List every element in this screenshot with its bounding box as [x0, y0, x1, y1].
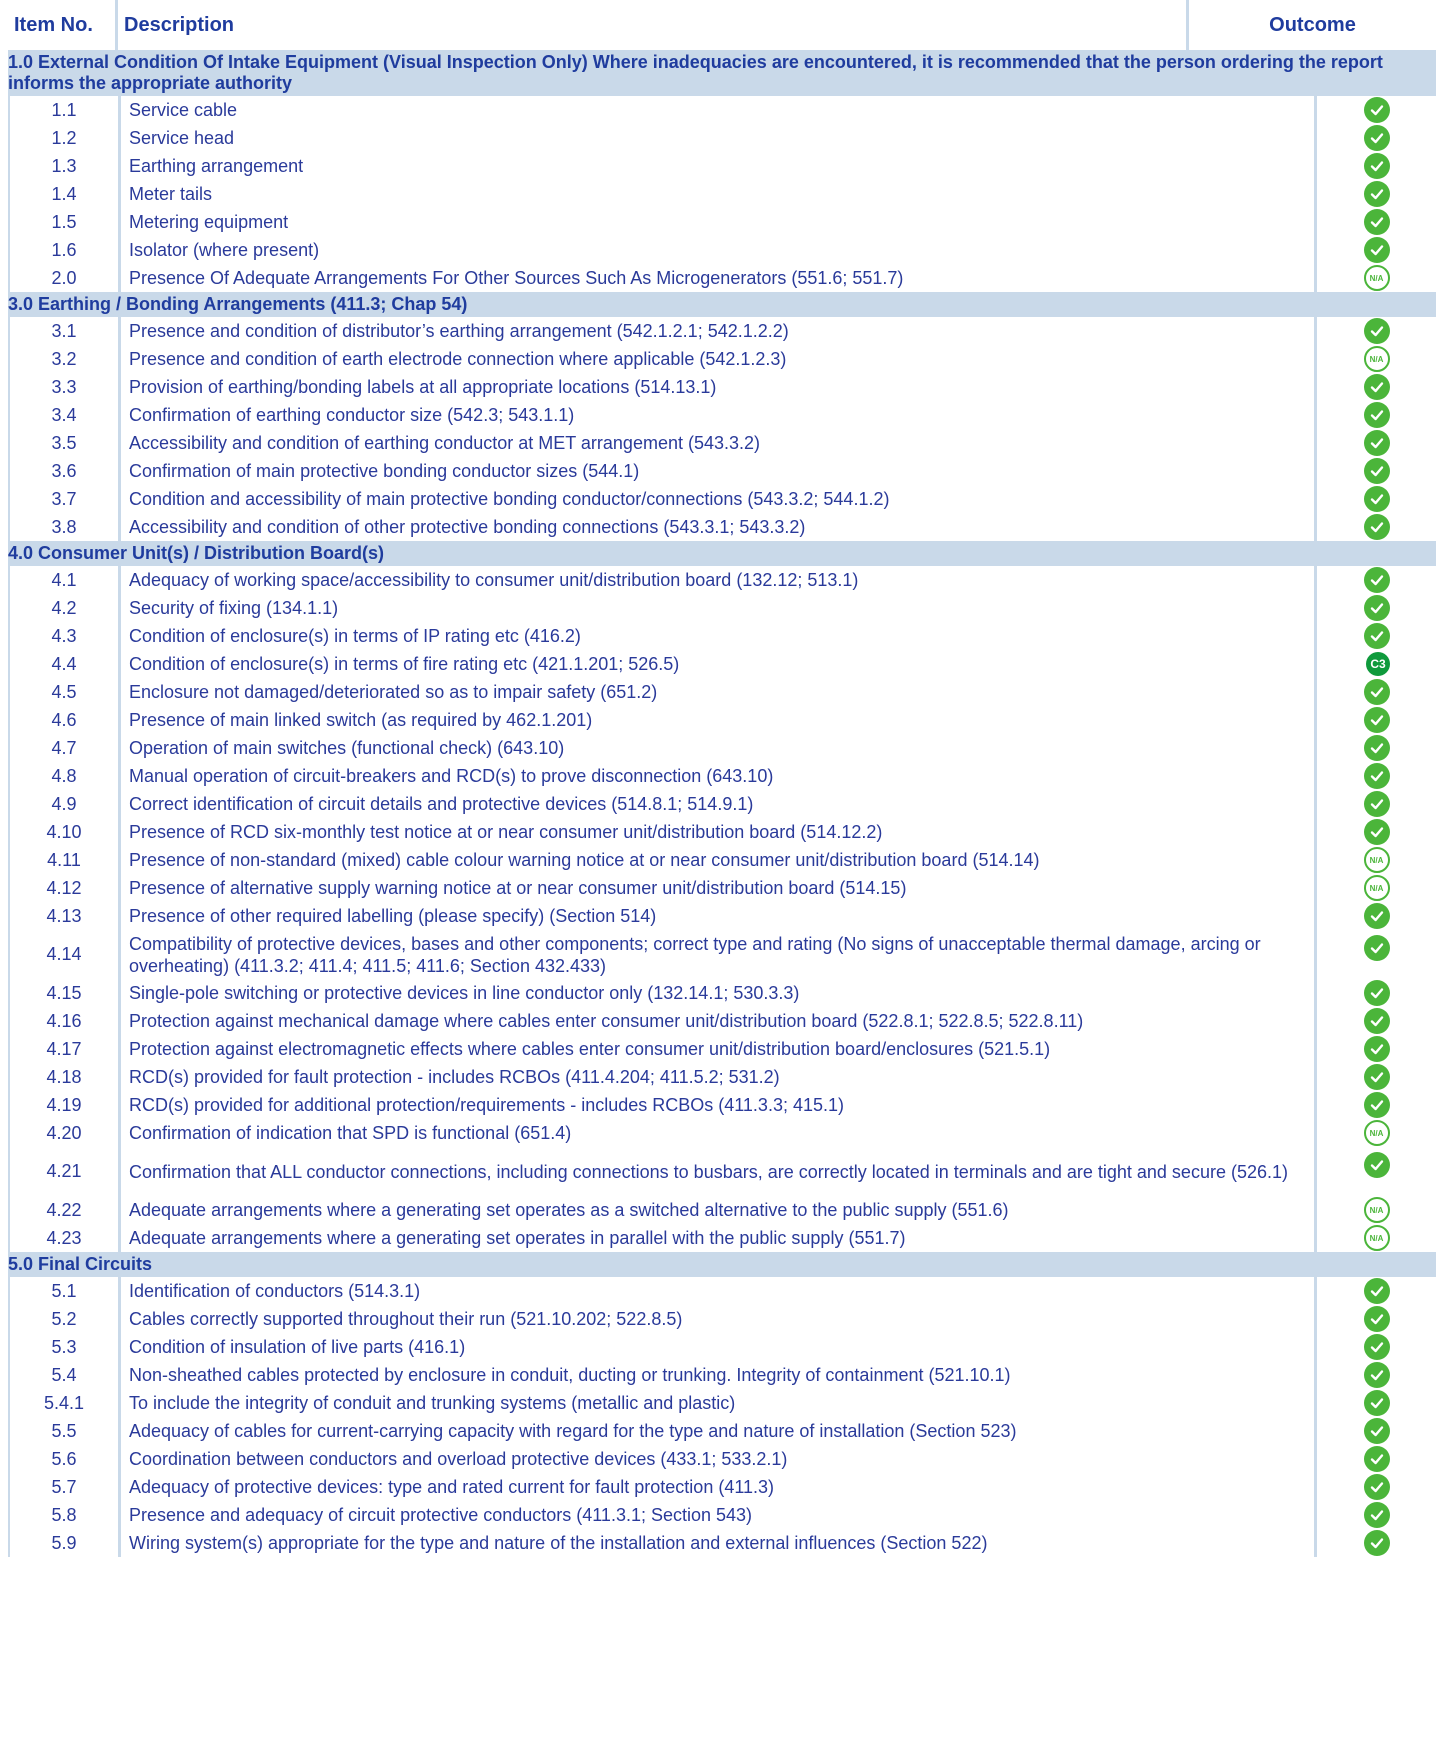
table-row	[8, 706, 1436, 734]
item-outcome	[1317, 1473, 1436, 1501]
check-icon	[1364, 623, 1390, 649]
table-row	[8, 457, 1436, 485]
item-description: Wiring system(s) appropriate for the type and nature of the installation and external influences (Section 522)	[121, 1529, 1314, 1557]
check-icon	[1364, 1092, 1390, 1118]
item-outcome	[1317, 236, 1436, 264]
check-icon	[1364, 1474, 1390, 1500]
item-description: Confirmation of earthing conductor size (542.3; 543.1.1)	[121, 401, 1314, 429]
item-outcome	[1317, 874, 1436, 902]
item-number: 4.10	[10, 818, 118, 846]
check-icon	[1364, 1502, 1390, 1528]
table-row	[8, 1333, 1436, 1361]
item-description: Earthing arrangement	[121, 152, 1314, 180]
table-row	[8, 1007, 1436, 1035]
item-outcome	[1317, 457, 1436, 485]
item-number: 1.1	[10, 96, 118, 124]
check-icon	[1364, 1008, 1390, 1034]
item-description: Metering equipment	[121, 208, 1314, 236]
item-description: Coordination between conductors and overload protective devices (433.1; 533.2.1)	[121, 1445, 1314, 1473]
item-description: Adequate arrangements where a generating set operates in parallel with the public supply (551.7)	[121, 1224, 1314, 1252]
item-number: 5.9	[10, 1529, 118, 1557]
table-row	[8, 1361, 1436, 1389]
item-description: Confirmation of indication that SPD is functional (651.4)	[121, 1119, 1314, 1147]
check-icon	[1364, 97, 1390, 123]
table-row	[8, 96, 1436, 124]
item-number: 1.3	[10, 152, 118, 180]
item-number: 4.16	[10, 1007, 118, 1035]
item-description: Compatibility of protective devices, bases and other components; correct type and rating (No signs of unacceptable thermal damage, arcing or overheating) (411.3.2; 411.4; 411.5; 411.6; Section 432.433)	[121, 930, 1314, 979]
item-outcome	[1317, 650, 1436, 678]
item-number: 4.1	[10, 566, 118, 594]
table-row	[8, 208, 1436, 236]
item-number: 1.5	[10, 208, 118, 236]
item-description: Adequate arrangements where a generating set operates as a switched alternative to the public supply (551.6)	[121, 1196, 1314, 1224]
item-description: Identification of conductors (514.3.1)	[121, 1277, 1314, 1305]
item-number: 5.6	[10, 1445, 118, 1473]
check-icon	[1364, 1306, 1390, 1332]
item-number: 4.14	[10, 930, 118, 979]
item-description: Manual operation of circuit-breakers and RCD(s) to prove disconnection (643.10)	[121, 762, 1314, 790]
table-row	[8, 1196, 1436, 1224]
section-title: 4.0 Consumer Unit(s) / Distribution Board(s)	[8, 543, 385, 563]
item-outcome	[1317, 762, 1436, 790]
item-number: 5.4	[10, 1361, 118, 1389]
item-description: RCD(s) provided for fault protection - includes RCBOs (411.4.204; 411.5.2; 531.2)	[121, 1063, 1314, 1091]
table-row	[8, 818, 1436, 846]
table-row	[8, 401, 1436, 429]
not-applicable-icon: N/A	[1364, 875, 1390, 901]
item-outcome	[1317, 790, 1436, 818]
item-outcome	[1317, 264, 1436, 292]
item-description: Presence of non-standard (mixed) cable colour warning notice at or near consumer unit/distribution board (514.14)	[121, 846, 1314, 874]
item-number: 4.17	[10, 1035, 118, 1063]
item-description: Confirmation that ALL conductor connections, including connections to busbars, are correctly located in terminals and are tight and secure (526.1)	[121, 1147, 1314, 1196]
item-description: Presence Of Adequate Arrangements For Other Sources Such As Microgenerators (551.6; 551.7)	[121, 264, 1314, 292]
item-description: Provision of earthing/bonding labels at all appropriate locations (514.13.1)	[121, 373, 1314, 401]
item-number: 5.1	[10, 1277, 118, 1305]
item-description: Condition of insulation of live parts (416.1)	[121, 1333, 1314, 1361]
item-description: Accessibility and condition of earthing conductor at MET arrangement (543.3.2)	[121, 429, 1314, 457]
item-outcome	[1317, 180, 1436, 208]
item-outcome	[1317, 345, 1436, 373]
item-description: Confirmation of main protective bonding conductor sizes (544.1)	[121, 457, 1314, 485]
item-outcome	[1317, 1063, 1436, 1091]
table-row	[8, 846, 1436, 874]
section-title: 5.0 Final Circuits	[8, 1254, 153, 1274]
table-row	[8, 124, 1436, 152]
item-outcome	[1317, 208, 1436, 236]
item-description: Adequacy of cables for current-carrying capacity with regard for the type and nature of installation (Section 523)	[121, 1417, 1314, 1445]
item-description: Presence of alternative supply warning notice at or near consumer unit/distribution board (514.15)	[121, 874, 1314, 902]
item-outcome	[1317, 902, 1436, 930]
item-number: 4.3	[10, 622, 118, 650]
item-description: Security of fixing (134.1.1)	[121, 594, 1314, 622]
item-number: 4.6	[10, 706, 118, 734]
table-row	[8, 1417, 1436, 1445]
item-number: 3.2	[10, 345, 118, 373]
table-row	[8, 152, 1436, 180]
item-outcome	[1317, 1277, 1436, 1305]
item-description: Operation of main switches (functional check) (643.10)	[121, 734, 1314, 762]
item-description: Meter tails	[121, 180, 1314, 208]
not-applicable-icon: N/A	[1364, 847, 1390, 873]
section-header	[8, 292, 1436, 317]
check-icon	[1364, 125, 1390, 151]
item-description: Presence of main linked switch (as required by 462.1.201)	[121, 706, 1314, 734]
table-row	[8, 1091, 1436, 1119]
item-description: Single-pole switching or protective devices in line conductor only (132.14.1; 530.3.3)	[121, 979, 1314, 1007]
item-number: 4.18	[10, 1063, 118, 1091]
item-outcome	[1317, 1035, 1436, 1063]
item-description: Isolator (where present)	[121, 236, 1314, 264]
table-row	[8, 1305, 1436, 1333]
table-row	[8, 1529, 1436, 1557]
table-row	[8, 790, 1436, 818]
table-row	[8, 874, 1436, 902]
item-description: Adequacy of working space/accessibility to consumer unit/distribution board (132.12; 513.1)	[121, 566, 1314, 594]
table-row	[8, 762, 1436, 790]
item-number: 3.4	[10, 401, 118, 429]
item-outcome	[1317, 1333, 1436, 1361]
item-outcome	[1317, 152, 1436, 180]
item-description: Condition of enclosure(s) in terms of fire rating etc (421.1.201; 526.5)	[121, 650, 1314, 678]
check-icon	[1364, 402, 1390, 428]
item-outcome	[1317, 373, 1436, 401]
item-description: To include the integrity of conduit and trunking systems (metallic and plastic)	[121, 1389, 1314, 1417]
table-row	[8, 485, 1436, 513]
not-applicable-icon: N/A	[1364, 1197, 1390, 1223]
table-row	[8, 650, 1436, 678]
section-title: 3.0 Earthing / Bonding Arrangements (411.3; Chap 54)	[8, 294, 468, 314]
item-number: 1.4	[10, 180, 118, 208]
not-applicable-icon: N/A	[1364, 346, 1390, 372]
item-outcome	[1317, 1224, 1436, 1252]
check-icon	[1364, 430, 1390, 456]
item-outcome	[1317, 706, 1436, 734]
item-description: Accessibility and condition of other protective bonding connections (543.3.1; 543.3.2)	[121, 513, 1314, 541]
item-description: Cables correctly supported throughout their run (521.10.202; 522.8.5)	[121, 1305, 1314, 1333]
item-description: Presence of other required labelling (please specify) (Section 514)	[121, 902, 1314, 930]
item-number: 4.7	[10, 734, 118, 762]
check-icon	[1364, 707, 1390, 733]
item-outcome	[1317, 317, 1436, 345]
check-icon	[1364, 1446, 1390, 1472]
table-row	[8, 1389, 1436, 1417]
check-icon	[1364, 514, 1390, 540]
item-number: 4.15	[10, 979, 118, 1007]
table-row	[8, 566, 1436, 594]
item-number: 3.1	[10, 317, 118, 345]
item-number: 4.22	[10, 1196, 118, 1224]
item-outcome	[1317, 930, 1436, 979]
check-icon	[1364, 1064, 1390, 1090]
check-icon	[1364, 374, 1390, 400]
item-number: 1.2	[10, 124, 118, 152]
item-outcome	[1317, 678, 1436, 706]
item-number: 3.8	[10, 513, 118, 541]
item-number: 4.13	[10, 902, 118, 930]
item-number: 4.4	[10, 650, 118, 678]
item-number: 5.7	[10, 1473, 118, 1501]
check-icon	[1364, 209, 1390, 235]
table-row	[8, 734, 1436, 762]
item-description: Non-sheathed cables protected by enclosure in conduit, ducting or trunking. Integrity of containment (521.10.1)	[121, 1361, 1314, 1389]
table-row	[8, 622, 1436, 650]
section-title: 1.0 External Condition Of Intake Equipment (Visual Inspection Only) Where inadequacies are encountered, it is recommended that the person ordering the report informs the appropriate authority	[8, 52, 1383, 93]
item-number: 4.19	[10, 1091, 118, 1119]
table-row	[8, 1224, 1436, 1252]
item-description: Service head	[121, 124, 1314, 152]
item-outcome	[1317, 566, 1436, 594]
item-number: 2.0	[10, 264, 118, 292]
item-number: 4.9	[10, 790, 118, 818]
check-icon	[1364, 595, 1390, 621]
table-row	[8, 902, 1436, 930]
table-row	[8, 236, 1436, 264]
item-number: 4.20	[10, 1119, 118, 1147]
item-outcome	[1317, 124, 1436, 152]
check-icon	[1364, 1418, 1390, 1444]
check-icon	[1364, 567, 1390, 593]
check-icon	[1364, 1036, 1390, 1062]
table-row	[8, 1501, 1436, 1529]
check-icon	[1364, 935, 1390, 961]
check-icon	[1364, 980, 1390, 1006]
item-description: Condition of enclosure(s) in terms of IP rating etc (416.2)	[121, 622, 1314, 650]
not-applicable-icon: N/A	[1364, 1120, 1390, 1146]
item-outcome	[1317, 1529, 1436, 1557]
not-applicable-icon: N/A	[1364, 265, 1390, 291]
item-number: 3.7	[10, 485, 118, 513]
check-icon	[1364, 1152, 1390, 1178]
item-outcome	[1317, 1389, 1436, 1417]
item-number: 4.8	[10, 762, 118, 790]
item-description: Enclosure not damaged/deteriorated so as to impair safety (651.2)	[121, 678, 1314, 706]
check-icon	[1364, 1334, 1390, 1360]
item-description: Protection against electromagnetic effects where cables enter consumer unit/distribution board/enclosures (521.5.1)	[121, 1035, 1314, 1063]
item-outcome	[1317, 513, 1436, 541]
table-row	[8, 1035, 1436, 1063]
item-outcome	[1317, 846, 1436, 874]
item-description: Presence and adequacy of circuit protective conductors (411.3.1; Section 543)	[121, 1501, 1314, 1529]
check-icon	[1364, 735, 1390, 761]
check-icon	[1364, 903, 1390, 929]
item-number: 5.4.1	[10, 1389, 118, 1417]
item-number: 4.23	[10, 1224, 118, 1252]
check-icon	[1364, 458, 1390, 484]
item-outcome	[1317, 1196, 1436, 1224]
check-icon	[1364, 679, 1390, 705]
item-outcome	[1317, 1445, 1436, 1473]
item-description: Presence and condition of distributor’s earthing arrangement (542.1.2.1; 542.1.2.2)	[121, 317, 1314, 345]
check-icon	[1364, 763, 1390, 789]
item-outcome	[1317, 1091, 1436, 1119]
item-number: 1.6	[10, 236, 118, 264]
item-outcome	[1317, 429, 1436, 457]
item-outcome	[1317, 1501, 1436, 1529]
check-icon	[1364, 1390, 1390, 1416]
check-icon	[1364, 1530, 1390, 1556]
check-icon	[1364, 486, 1390, 512]
item-outcome	[1317, 622, 1436, 650]
item-description: Presence of RCD six-monthly test notice at or near consumer unit/distribution board (514.12.2)	[121, 818, 1314, 846]
not-applicable-icon: N/A	[1364, 1225, 1390, 1251]
item-outcome	[1317, 96, 1436, 124]
header-item-no: Item No.	[8, 0, 118, 50]
item-number: 5.2	[10, 1305, 118, 1333]
item-outcome	[1317, 818, 1436, 846]
item-outcome	[1317, 1361, 1436, 1389]
c3-code-badge: C3	[1366, 652, 1390, 676]
table-header	[8, 0, 1436, 50]
table-row	[8, 373, 1436, 401]
table-row	[8, 1277, 1436, 1305]
item-description: RCD(s) provided for additional protection/requirements - includes RCBOs (411.3.3; 415.1)	[121, 1091, 1314, 1119]
check-icon	[1364, 153, 1390, 179]
header-outcome: Outcome	[1189, 0, 1436, 50]
item-outcome	[1317, 979, 1436, 1007]
item-number: 4.2	[10, 594, 118, 622]
item-number: 5.5	[10, 1417, 118, 1445]
item-description: Condition and accessibility of main protective bonding conductor/connections (543.3.2; 544.1.2)	[121, 485, 1314, 513]
item-description: Service cable	[121, 96, 1314, 124]
table-row	[8, 594, 1436, 622]
item-number: 4.11	[10, 846, 118, 874]
item-number: 5.8	[10, 1501, 118, 1529]
item-number: 5.3	[10, 1333, 118, 1361]
item-number: 4.21	[10, 1147, 118, 1196]
item-outcome	[1317, 1305, 1436, 1333]
section-header	[8, 541, 1436, 566]
check-icon	[1364, 181, 1390, 207]
item-number: 4.12	[10, 874, 118, 902]
item-outcome	[1317, 401, 1436, 429]
item-outcome	[1317, 1119, 1436, 1147]
table-row	[8, 930, 1436, 979]
section-header	[8, 50, 1436, 96]
item-outcome	[1317, 1007, 1436, 1035]
table-row	[8, 979, 1436, 1007]
check-icon	[1364, 791, 1390, 817]
item-description: Presence and condition of earth electrode connection where applicable (542.1.2.3)	[121, 345, 1314, 373]
table-row	[8, 513, 1436, 541]
table-row	[8, 1473, 1436, 1501]
item-number: 3.3	[10, 373, 118, 401]
check-icon	[1364, 1362, 1390, 1388]
table-row	[8, 1147, 1436, 1196]
check-icon	[1364, 237, 1390, 263]
item-outcome	[1317, 1147, 1436, 1196]
table-row	[8, 345, 1436, 373]
item-description: Protection against mechanical damage where cables enter consumer unit/distribution board (522.8.1; 522.8.5; 522.8.11)	[121, 1007, 1314, 1035]
check-icon	[1364, 819, 1390, 845]
table-row	[8, 180, 1436, 208]
table-row	[8, 264, 1436, 292]
check-icon	[1364, 1278, 1390, 1304]
item-number: 4.5	[10, 678, 118, 706]
table-row	[8, 429, 1436, 457]
item-outcome	[1317, 594, 1436, 622]
table-row	[8, 317, 1436, 345]
table-row	[8, 678, 1436, 706]
check-icon	[1364, 318, 1390, 344]
table-row	[8, 1063, 1436, 1091]
item-description: Adequacy of protective devices: type and rated current for fault protection (411.3)	[121, 1473, 1314, 1501]
item-description: Correct identification of circuit details and protective devices (514.8.1; 514.9.1)	[121, 790, 1314, 818]
section-header	[8, 1252, 1436, 1277]
header-description: Description	[118, 0, 1189, 50]
item-number: 3.6	[10, 457, 118, 485]
item-outcome	[1317, 734, 1436, 762]
item-number: 3.5	[10, 429, 118, 457]
table-row	[8, 1445, 1436, 1473]
item-outcome	[1317, 1417, 1436, 1445]
item-outcome	[1317, 485, 1436, 513]
table-row	[8, 1119, 1436, 1147]
